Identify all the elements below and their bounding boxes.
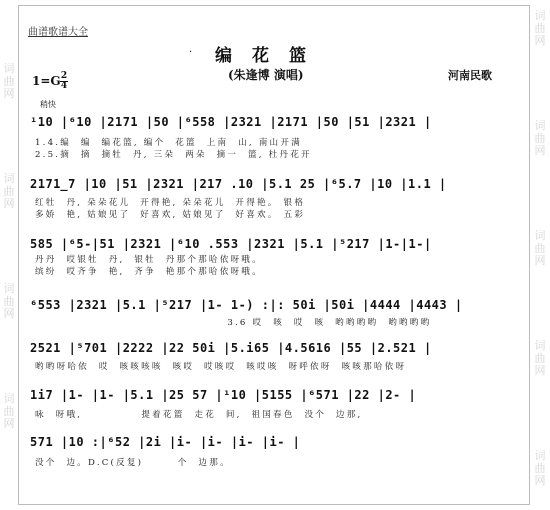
lyric-line-1-verse-a: 1.4.编 编 编花篮, 编个 花篮 上南 山, 南山开满: [35, 138, 302, 148]
lyric-line-2-verse-a: 红牡 丹, 朵朵花儿 开得艳, 朵朵花儿 开得艳。 银格: [35, 198, 306, 208]
lyric-line-3-verse-b: 缤纷 哎齐争 艳, 齐争 艳那个那哈依呀哦。: [35, 267, 263, 277]
lyric-line-6: 咏 呀哦, 提着花篮 走花 间, 祖国春色 没个 边那,: [35, 410, 363, 420]
lyric-line-3-verse-a: 丹丹 哎银牡 丹, 银牡 丹那个那哈依呀哦。: [35, 255, 263, 265]
lyric-line-4: 3.6 哎 咳 哎 咳 哟哟哟哟 哟哟哟哟: [35, 318, 432, 328]
watermark-left-3: 词 曲 网: [3, 282, 15, 321]
watermark-right-5: 词 曲 网: [534, 449, 546, 488]
time-signature-top: 2: [60, 71, 68, 81]
song-title: 编花篮: [215, 46, 326, 66]
notation-line-5: 2521 |⁵701 |2222 |22 50i |5.i65 |4.5616 |55 |2.521 |: [30, 341, 432, 355]
watermark-right-2: 词 曲 网: [534, 119, 546, 158]
watermark-left-1: 词 曲 网: [3, 62, 15, 101]
watermark-right-4: 词 曲 网: [534, 339, 546, 378]
tempo-marking: 稍快: [40, 100, 56, 109]
notation-line-4: ⁶553 |2321 |5.1 |⁵217 |1- 1-) :|: 50i |50i |4444 |4443 |: [30, 298, 463, 312]
site-header-link[interactable]: 曲谱歌谱大全: [28, 27, 88, 38]
song-origin: 河南民歌: [448, 69, 492, 82]
watermark-left-4: 词 曲 网: [3, 392, 15, 431]
watermark-left-2: 词 曲 网: [3, 172, 15, 211]
notation-line-1: ¹10 |⁶10 |2171 |50 |⁶558 |2321 |2171 |50 |51 |2321 |: [30, 115, 432, 129]
lyric-line-2-verse-b: 多娇 艳, 姑娘见了 好喜欢, 姑娘见了 好喜欢。 五彩: [35, 210, 306, 220]
notation-line-2: 2171̲7 |10 |51 |2321 |217 .10 |5.1 25 |⁶5.7 |10 |1.1 |: [30, 177, 447, 191]
performer-credit: (朱逢博 演唱): [228, 68, 304, 82]
title-dot: ·: [189, 47, 193, 58]
watermark-right-1: 词 曲 网: [534, 9, 546, 48]
lyric-line-5: 哟哟呀哈依 哎 咳咳咳咳 咳哎 哎咳哎 咳哎咳 呀呼依呀 咳咳那哈依呀: [35, 362, 407, 372]
watermark-right-3: 词 曲 网: [534, 229, 546, 268]
key-signature: 1=G: [32, 74, 61, 88]
notation-line-7: 571 |10 :|⁶52 |2i |i- |i- |i- |i- |: [30, 435, 301, 449]
time-signature-bottom: 4: [60, 81, 68, 91]
notation-line-6: 1i7 |1- |1- |5.1 |25 57 |¹10 |5155 |⁶571 |22 |2- |: [30, 388, 417, 402]
lyric-line-1-verse-b: 2.5.摘 摘 摘牡 丹, 三朵 两朵 摘一 篮, 杜丹花开: [35, 150, 312, 160]
lyric-line-7: 没个 边。D.C(反复) 个 边那。: [35, 458, 231, 468]
time-signature: [60, 72, 68, 91]
notation-line-3: 585 |⁶5-|51 |2321 |⁶10 .553 |2321 |5.1 |⁵217 |1-|1-|: [30, 237, 432, 251]
